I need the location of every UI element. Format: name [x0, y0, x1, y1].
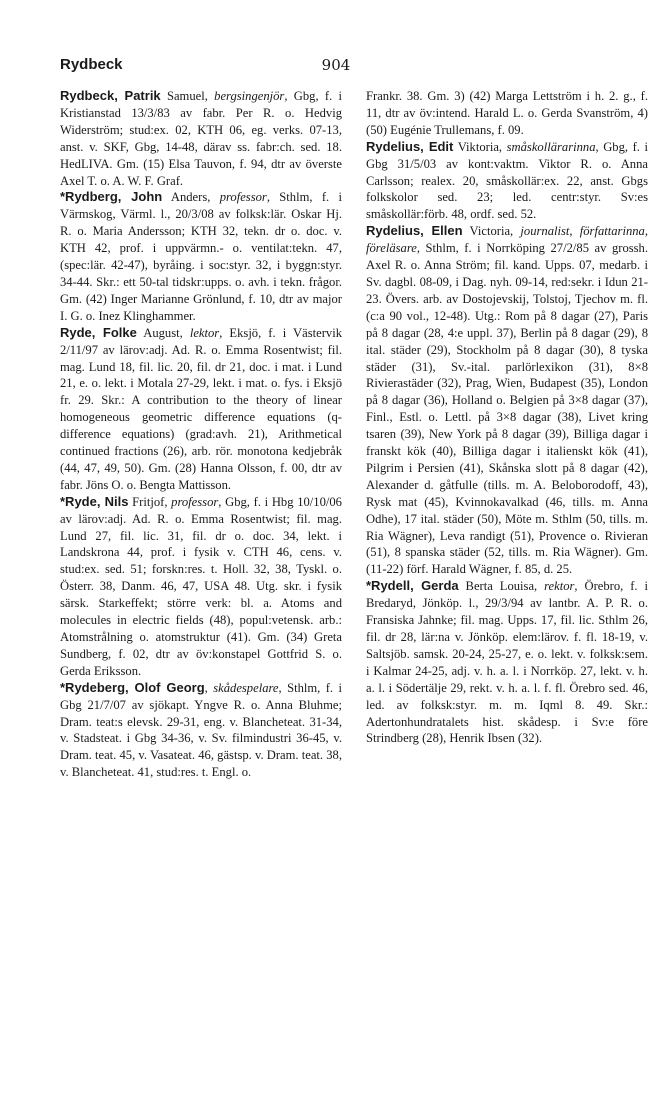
- running-head: [60, 56, 612, 78]
- entry-headword: Rydelius, Edit: [366, 138, 454, 154]
- entry-continuation: [366, 88, 648, 139]
- entry-text: , Gbg, f. i Gbg 31/5/03 av kont:vaktm. Viktor R. o. Anna Carlsson; realex. 20, småskollär:ex. 22, anst. Gbgs folkskolor sed. 23; led. centr:styr. Sv:es småskollär:förb. 48, ordf. sed. 52.: [366, 139, 648, 222]
- entry-title: professor: [219, 190, 267, 205]
- entry-text: , Sthlm, f. i Norrköping 27/2/85 av grossh. Axel R. o. Anna Ström; fil. kand. Upps. 07, medarb. i Sv. dagbl. 08-09, i Dag. nyh. 09-14, red:sekr. i Idun 21-23. Övers. arb. av Dostojevskij, Tolstoj, Tjechov m. fl. (c:a 90 vol., 12-48). Utg.: Rom på 8 dagar (27), Paris på 8 dagar (28, 4:e uppl. 37), Berlin på 8 dagar (29), 8 ital. städer (29), Stockholm på 8 dagar (30), 8 tyska städer (31), Sv.-ital. parlörlexikon (31), 8×8 Rivierastäder (32), Prag, Wien, Budapest (35), London på 8 dagar (36), Holland o. Belgien på 3×8 dagar (37), Finl., Estl. o. Lettl. på 3×8 dagar (38), Livet kring tsaren (39), New York på 8 dagar (39), Billiga dagar i franskt kök (40), Billiga dagar i italienskt kök (41), Pilgrim i Persien (41), Skånska slott på 8 dagar (42), Alexander d. gåtfulle (tills. m. A. Beloborodoff, 43), Rysk mat (45), Kvinnokavalkad (46, tills. m. Anna Odhe), 17 ital. städer (50), Möte m. Sthlm (50, tills. m. Ria Wägner), Leva randigt (51), Provence o. Rivieran (51), 8 spanska städer (52, tills. m. Ria Wägner). Gm. (11-22) förf. Harald Wägner, f. 85, d. 25.: [366, 241, 648, 577]
- entry-headword: Rydbeck, Patrik: [60, 88, 161, 103]
- right-column: [366, 88, 648, 747]
- entry-given-names: Victoria,: [462, 224, 521, 239]
- entry-headword: *Rydberg, John: [60, 189, 163, 205]
- entry-headword: Rydelius, Ellen: [366, 223, 463, 239]
- entry-given-names: ,: [204, 680, 214, 695]
- entry: [60, 88, 342, 189]
- entry-title: professor: [171, 494, 219, 509]
- entry-headword: Ryde, Folke: [60, 324, 137, 340]
- entry-text: Frankr. 38. Gm. 3) (42) Marga Lettström i h. 2. g., f. 11, dtr av öv:intend. Harald L. o. Gerda Svanström, 4) (50) Eugénie Trullemans, f. 09.: [366, 89, 648, 137]
- entry-title: rektor: [544, 579, 575, 594]
- entry: [60, 680, 342, 781]
- entry-given-names: Fritjof,: [128, 494, 172, 509]
- running-head-name: Rydbeck: [60, 56, 123, 73]
- entry-headword: *Ryde, Nils: [60, 493, 129, 509]
- entry: [366, 578, 648, 747]
- entry-text: , Eksjö, f. i Västervik 2/11/97 av lärov:adj. Ad. R. o. Emma Rosentwist; fil. mag. Lund 18, fil. lic. 20, fil. dr 21, doc. i mat. i Lund 21, e. o. lekt. i Motala 27-29, lekt. i mat. o. fys. i Eksjö fr. 29. Skr.: A contribution to the theory of linear homogeneous geometric difference equations (q-difference equations) (grad:avh. 21), Arithmetical continued fractions (26), arb. rör. monotona kedjebråk (44, 47, 49, 50). Gm. (28) Hanna Olsson, f. 00, dtr av fabr. Jöns O. o. Bengta Mattisson.: [60, 325, 342, 492]
- entry-title: lektor: [189, 325, 220, 340]
- entry-text: , Sthlm, f. i Gbg 21/7/07 av sjökapt. Yngve R. o. Anna Bluhme; Dram. teat:s elevsk. 29-31, eng. v. Blancheteat. 31-34, v. Stadsteat. i Gbg 34-36, v. Sv. filmindustri 36-45, v. Dram. teat. 45, v. Vasateat. 46, gästsp. v. Dram. teat. 38, v. Blancheteat. 41, stud:res. t. Engl. o.: [60, 680, 342, 780]
- entry-headword: *Rydeberg, Olof Georg: [60, 679, 205, 695]
- page-number: 904: [321, 56, 351, 74]
- left-column: [60, 88, 342, 781]
- entry-title: småskollärarinna: [506, 139, 596, 154]
- entry-title: journalist, författarinna, föreläsare: [366, 224, 648, 256]
- entry-given-names: Anders,: [162, 190, 220, 205]
- entry-title: skådespelare: [213, 680, 279, 695]
- entry: [60, 189, 342, 324]
- entry: [60, 494, 342, 680]
- entry-title: bergsingenjör: [214, 89, 285, 103]
- entry-headword: *Rydell, Gerda: [366, 578, 459, 594]
- entry-given-names: Viktoria,: [453, 139, 507, 154]
- entry-text: , Gbg, f. i Hbg 10/10/06 av lärov:adj. Ad. R. o. Emma Rosentwist; fil. mag. Lund 27, fil. lic. 31, fil. dr o. doc. 34, lekt. i Landskrona 44, prof. i fysik v. CTH 46, cens. v. stud:ex. sed. 51; forskn:res. t. Holl. 32, 38, Tyskl. o. Österr. 38, Danm. 46, 47, USA 48. Utg. skr. i fysik särsk. Starkeffekt; större verk: bl. a. Atoms and molecules in electric fields (48), popul:vetensk. arb.: Atomstrålning o. atomstruktur (41). Gm. (34) Greta Sundberg, f. 02, dtr av öv:konstapel Gottfrid S. o. Gerda Eriksson.: [60, 494, 342, 678]
- entry: [60, 325, 342, 494]
- entry-text: , Sthlm, f. i Värmskog, Värml. l., 20/3/08 av folksk:lär. Oskar Hj. R. o. Maria Andersson; KTH 32, tekn. dr o. doc. v. KTH 42, prof. i uppvärmn.- o. ventilat:tekn. 47, (spec:lär. 42-47), byråing. i soc:styr. 32, i byggn:styr. 34-44. Skr.: ett 50-tal tidskr:upps. o. avh. i tekn. frågor. Gm. (42) Inger Marianne Grönlund, f. 10, dtr av major I. G. o. Inez Klinghammer.: [60, 190, 342, 323]
- entry-given-names: Samuel,: [160, 89, 215, 103]
- entry: [366, 223, 648, 578]
- entry-text: , Gbg, f. i Kristianstad 13/3/83 av fabr. Per R. o. Hedvig Widerström; stud:ex. 02, KTH 06, eg. verks. 07-13, anst. v. SKF, Gbg, 14-48, därav ss. fabr:ch. sed. 18. HedLIVA. Gm. (15) Elsa Tauvon, f. 94, dtr av överste Axel T. o. A. W. F. Graf.: [60, 89, 342, 188]
- entry: [366, 139, 648, 224]
- entry-given-names: August,: [136, 325, 190, 340]
- entry-given-names: Berta Louisa,: [458, 579, 545, 594]
- entry-text: , Örebro, f. i Bredaryd, Jönköp. l., 29/3/94 av lantbr. A. P. R. o. Fransiska Jahnke; fil. mag. Upps. 17, fil. lic. Sthlm 26, fil. dr 28, lär:na v. Jönköp. elem:lärov. f. fl. 18-19, v. Saltsjöb. samsk. 20-24, 25-27, e. o. lekt. v. folksk:sem. i Kalmar 24-25, adj. v. h. a. l. i Norrköp. 27, lekt. v. h. a. l. i Södertälje 29, rekt. v. h. a. l. f. fl. Örebro sed. 46, led. av folksk:styr. m. m. Iqml 8. 49. Skr.: Adertonhundratalets hist. skådesp. i Sv:e före Strindberg (28), Henrik Ibsen (32).: [366, 579, 648, 746]
